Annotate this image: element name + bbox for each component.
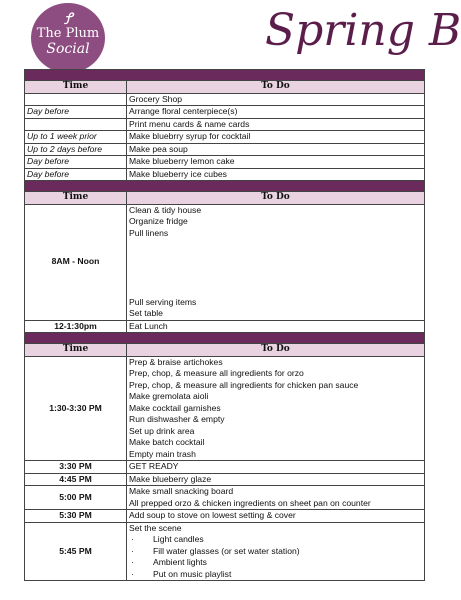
bullet-line bbox=[129, 534, 422, 546]
table-row bbox=[25, 510, 425, 523]
task-cell: Eat Lunch bbox=[127, 320, 425, 333]
task-cell: Grocery Shop bbox=[127, 93, 425, 106]
task-cell: Print menu cards & name cards bbox=[127, 118, 425, 131]
table-header bbox=[25, 81, 425, 94]
bullet-text: Light candles bbox=[153, 534, 204, 544]
table-row bbox=[25, 168, 425, 181]
section-band bbox=[25, 181, 425, 192]
time-cell: 5:45 PM bbox=[25, 522, 127, 581]
task-cell bbox=[127, 522, 425, 581]
task-line bbox=[129, 274, 422, 286]
bullet-icon: · bbox=[131, 534, 134, 544]
task-line bbox=[129, 262, 422, 274]
schedule-table bbox=[24, 69, 425, 581]
table-row bbox=[25, 473, 425, 486]
task-line: Clean & tidy house bbox=[129, 204, 202, 215]
task-line: Prep, chop, & measure all ingredients for chicken pan sauce bbox=[129, 379, 359, 390]
time-cell bbox=[25, 93, 127, 106]
bullet-text: Put on music playlist bbox=[153, 568, 232, 579]
bullet-text: Ambient lights bbox=[153, 557, 207, 567]
task-cell: Arrange floral centerpiece(s) bbox=[127, 106, 425, 119]
table-row bbox=[25, 156, 425, 169]
table-row bbox=[25, 461, 425, 474]
section-band bbox=[25, 70, 425, 81]
task-line bbox=[129, 239, 422, 251]
time-cell: 1:30-3:30 PM bbox=[25, 356, 127, 461]
time-cell: Day before bbox=[25, 168, 127, 181]
task-line bbox=[129, 251, 422, 263]
time-cell: Day before bbox=[25, 106, 127, 119]
task-cell: Make blueberry lemon cake bbox=[127, 156, 425, 169]
task-line: Set table bbox=[129, 308, 163, 318]
time-cell bbox=[25, 118, 127, 131]
task-cell: Add soup to stove on lowest setting & cover bbox=[127, 510, 425, 523]
table-row bbox=[25, 118, 425, 131]
task-line: Prep, chop, & measure all ingredients for orzo bbox=[129, 368, 304, 378]
logo-line-1: The Plum bbox=[36, 26, 100, 41]
table-row bbox=[25, 356, 425, 461]
task-line bbox=[129, 285, 422, 297]
table-row bbox=[25, 93, 425, 106]
task-line: Make batch cocktail bbox=[129, 437, 205, 447]
table-header bbox=[25, 344, 425, 357]
task-cell: Make pea soup bbox=[127, 143, 425, 156]
time-cell: 3:30 PM bbox=[25, 461, 127, 474]
task-line: Organize fridge bbox=[129, 216, 188, 226]
task-line: Pull linens bbox=[129, 227, 169, 238]
bullet-icon: · bbox=[131, 545, 134, 556]
task-cell bbox=[127, 356, 425, 461]
time-cell: 4:45 PM bbox=[25, 473, 127, 486]
table-row bbox=[25, 320, 425, 333]
bullet-icon: · bbox=[131, 557, 134, 567]
bullet-line bbox=[129, 546, 422, 558]
task-line: Make gremolata aioli bbox=[129, 391, 209, 401]
time-cell: 5:30 PM bbox=[25, 510, 127, 523]
time-cell: 12-1:30pm bbox=[25, 320, 127, 333]
time-cell: Up to 2 days before bbox=[25, 143, 127, 156]
task-line: Set up drink area bbox=[129, 425, 195, 436]
task-cell: Make bluebrry syrup for cocktail bbox=[127, 131, 425, 144]
time-cell: Up to 1 week prior bbox=[25, 131, 127, 144]
section-band bbox=[25, 333, 425, 344]
todo-header: To Do bbox=[127, 81, 425, 94]
time-header: Time bbox=[25, 344, 127, 357]
time-header: Time bbox=[25, 81, 127, 94]
task-line: Make cocktail garnishes bbox=[129, 402, 221, 413]
task-cell bbox=[127, 486, 425, 510]
bullet-icon: · bbox=[131, 568, 134, 579]
task-line: Make small snacking board bbox=[129, 486, 234, 496]
task-line: Set the scene bbox=[129, 522, 182, 533]
task-cell: Make blueberry glaze bbox=[127, 473, 425, 486]
task-line: Empty main trash bbox=[129, 448, 196, 459]
table-row bbox=[25, 486, 425, 510]
todo-header: To Do bbox=[127, 192, 425, 205]
task-line: Run dishwasher & empty bbox=[129, 414, 225, 424]
table-row bbox=[25, 522, 425, 581]
table-header bbox=[25, 192, 425, 205]
task-cell: Make blueberry ice cubes bbox=[127, 168, 425, 181]
table-row bbox=[25, 143, 425, 156]
task-cell bbox=[127, 204, 425, 320]
table-row bbox=[25, 106, 425, 119]
table-row bbox=[25, 204, 425, 320]
todo-header: To Do bbox=[127, 344, 425, 357]
task-line: Prep & braise artichokes bbox=[129, 356, 223, 367]
brand-logo bbox=[31, 3, 105, 73]
logo-line-2: Social bbox=[46, 41, 90, 57]
table-row bbox=[25, 131, 425, 144]
time-cell: 5:00 PM bbox=[25, 486, 127, 510]
bullet-line bbox=[129, 557, 422, 569]
time-header: Time bbox=[25, 192, 127, 205]
page-title: Spring B bbox=[265, 5, 461, 56]
time-cell: Day before bbox=[25, 156, 127, 169]
bullet-line bbox=[129, 569, 422, 581]
time-cell: 8AM - Noon bbox=[25, 204, 127, 320]
task-line: All prepped orzo & chicken ingredients on sheet pan on counter bbox=[129, 497, 371, 508]
task-cell: GET READY bbox=[127, 461, 425, 474]
task-line: Pull serving items bbox=[129, 296, 197, 307]
logo-monogram: Ꝭ bbox=[63, 9, 73, 28]
bullet-text: Fill water glasses (or set water station) bbox=[153, 545, 300, 556]
